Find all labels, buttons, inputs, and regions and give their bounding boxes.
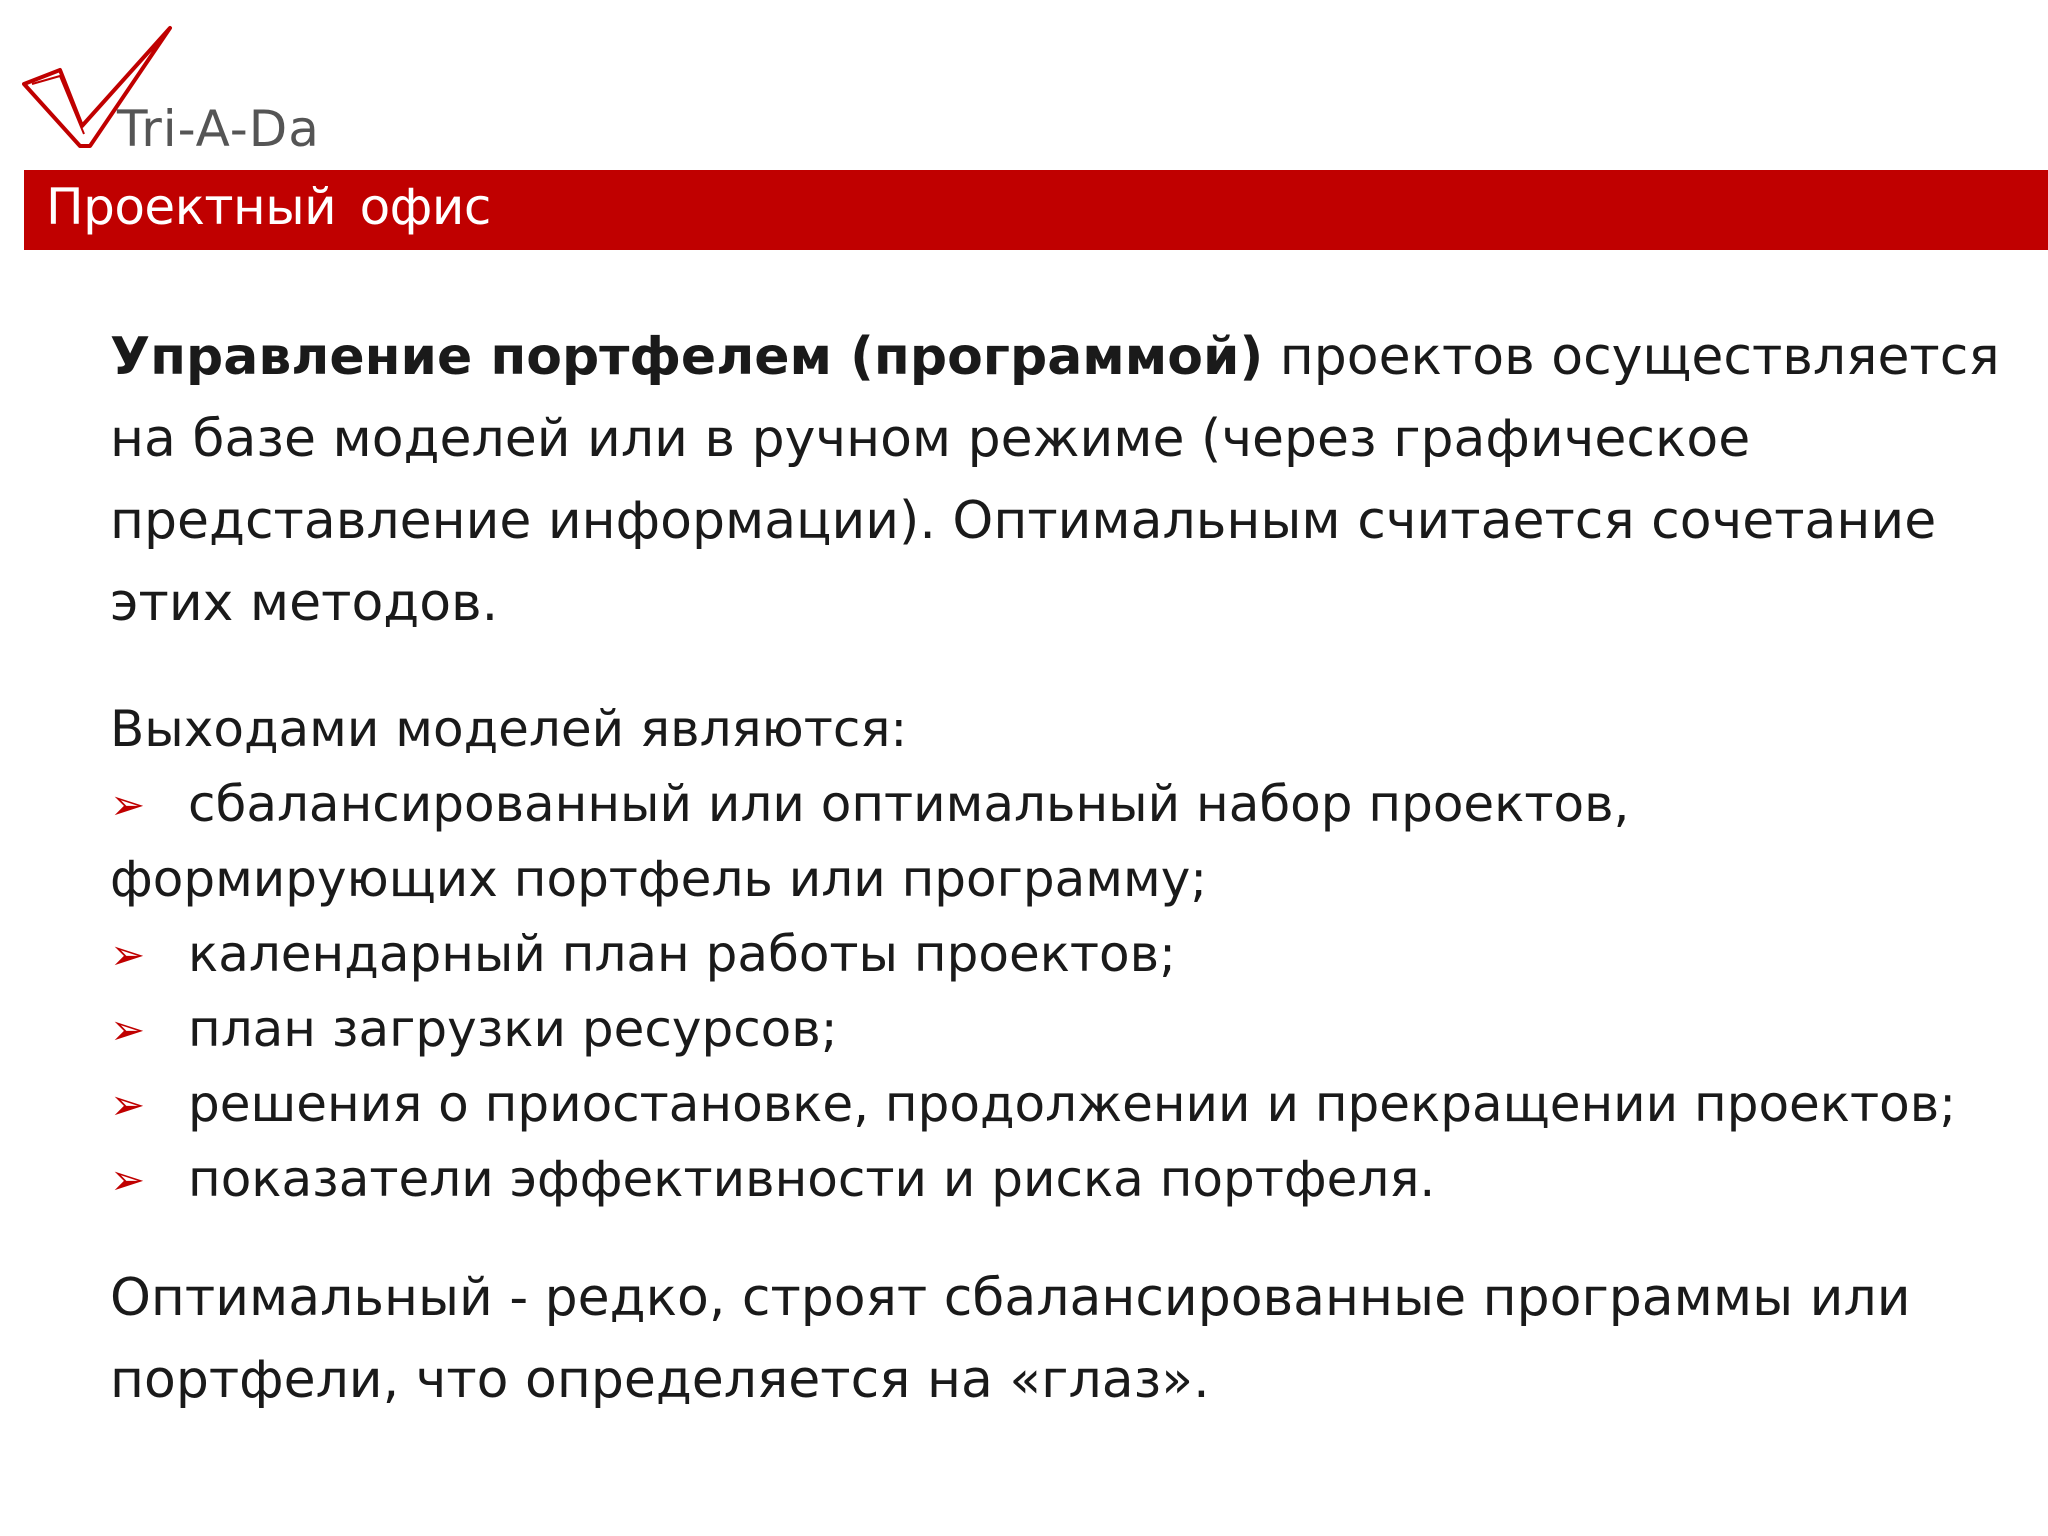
arrow-bullet-icon: ➢	[110, 1005, 146, 1054]
list-item-text: сбалансированный или оптимальный набор проектов,	[188, 775, 1630, 833]
intro-bold-text: Управление портфелем (программой)	[110, 327, 1264, 387]
header-bar	[24, 170, 2048, 250]
list-item	[110, 1142, 2010, 1217]
list-item-text: показатели эффективности и риска портфеля.	[188, 1150, 1436, 1208]
list-item	[110, 767, 2010, 842]
list-item	[110, 1067, 2010, 1142]
company-logo	[22, 22, 342, 158]
conclusion-paragraph: Оптимальный - редко, строят сбалансированные программы или портфели, что определяется на «глаз».	[110, 1268, 1911, 1410]
list-item-text: план загрузки ресурсов;	[188, 1000, 838, 1058]
intro-text: проектов осуществляется на базе моделей или в ручном режиме (через графическое представление информации). Оптимальным считается сочетание этих методов.	[110, 327, 2000, 633]
arrow-bullet-icon: ➢	[110, 930, 146, 979]
list-item-text: решения о приостановке, продолжении и прекращении проектов;	[188, 1075, 1957, 1133]
page-title: Проектный офис	[46, 178, 491, 236]
arrow-bullet-icon: ➢	[110, 1155, 146, 1204]
intro-paragraph	[110, 316, 2010, 644]
outputs-heading: Выходами моделей являются:	[110, 700, 908, 758]
outputs-section	[110, 692, 2010, 1217]
arrow-bullet-icon: ➢	[110, 780, 146, 829]
logo-text: Tri-A-Da	[117, 100, 320, 158]
list-item-text: календарный план работы проектов;	[188, 925, 1176, 983]
arrow-bullet-icon: ➢	[110, 1080, 146, 1129]
list-item-continuation: формирующих портфель или программу;	[110, 850, 1208, 908]
list-item	[110, 917, 2010, 992]
slide-content	[110, 316, 2010, 1421]
list-item	[110, 992, 2010, 1067]
